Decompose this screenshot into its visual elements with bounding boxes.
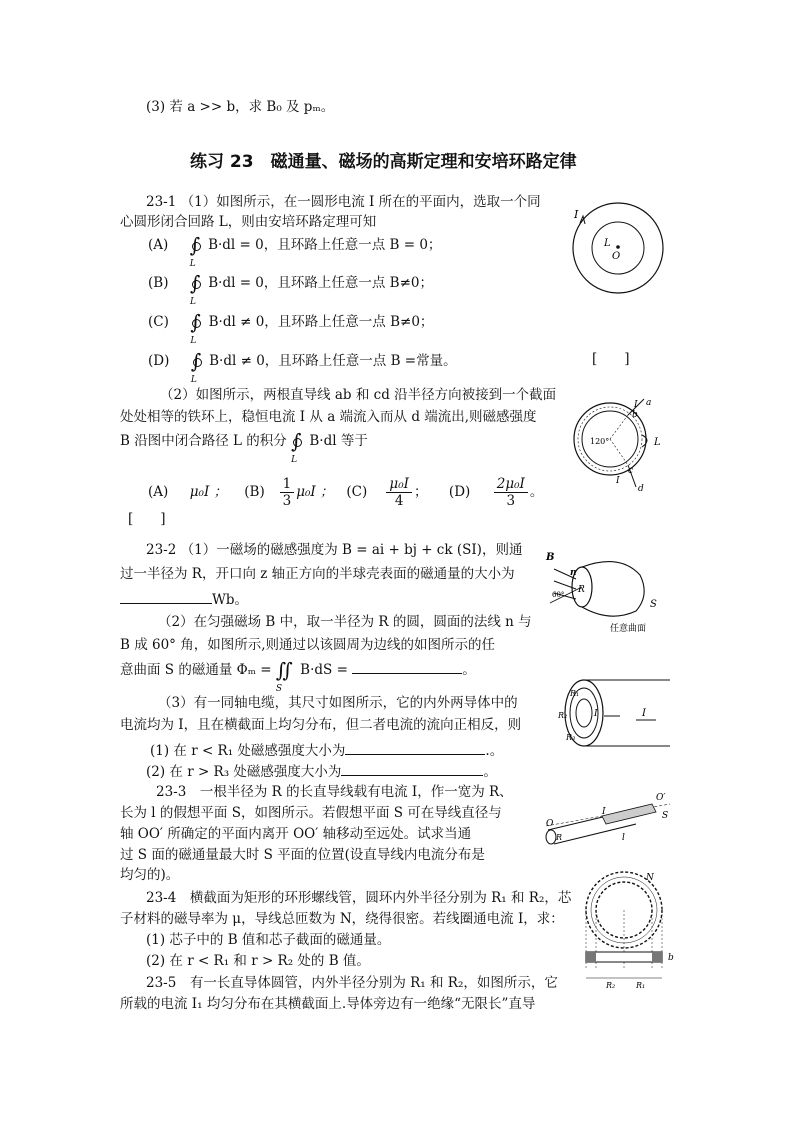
svg-text:I: I <box>642 708 646 719</box>
q23-3-line4: 过 S 面的磁通量最大时 S 平面的位置(设直导线内电流分布是 <box>120 847 485 863</box>
q23-1-option-c: (C) ∫ L B·dl ≠ 0，且环路上任意一点 B≠0； <box>148 310 434 346</box>
q23-1-option-d: (D) ∫ L B·dl ≠ 0，且环路上任意一点 B =常量。 <box>148 349 457 385</box>
svg-text:I: I <box>602 807 606 817</box>
svg-text:B: B <box>546 552 555 563</box>
svg-text:任意曲面: 任意曲面 <box>610 624 647 634</box>
svg-text:R₂: R₂ <box>606 981 616 990</box>
q23-1-option-a: (A) ∫ L B·dl = 0，且环路上任意一点 B = 0； <box>148 233 442 269</box>
svg-text:a: a <box>646 398 652 408</box>
q23-2-part3-line2: 电流均为 I，且在横截面上均匀分布，但二者电流的流向正相反，则 <box>120 717 522 733</box>
q23-4-line3: (1) 芯子中的 B 值和芯子截面的磁通量。 <box>146 932 391 948</box>
svg-text:I: I <box>634 400 638 410</box>
svg-text:120°: 120° <box>590 437 610 446</box>
figure-circular-current <box>568 198 668 298</box>
answer-bracket: [ ] <box>592 351 630 367</box>
svg-text:b: b <box>668 953 674 963</box>
q23-2-part3-item1: (1) 在 r < R₁ 处磁感强度大小为 .。 <box>150 743 504 759</box>
svg-text:L: L <box>654 437 661 448</box>
q23-4-line1: 23-4 横截面为矩形的环形螺线管，圆环内外半径分别为 R₁ 和 R₂，芯 <box>146 890 572 906</box>
q23-1-part2-line3: B 沿图中闭合路径 L 的积分 ∫ L B·dl 等于 <box>120 429 368 465</box>
q23-3-line2: 长为 l 的假想平面 S，如图所示。若假想平面 S 可在导线直径与 <box>120 805 502 821</box>
q23-3-line1: 23-3 一根半径为 R 的长直导线载有电流 I，作一宽为 R、 <box>156 784 513 800</box>
fraction: $\frac{\text{μ₀I}}{4}$ <box>386 476 412 509</box>
figure-toroid <box>580 868 680 993</box>
q23-1-intro-line1: 23-1 （1）如图所示，在一圆形电流 I 所在的平面内，选取一个同 <box>146 194 541 210</box>
figure-arbitrary-surface <box>540 545 675 635</box>
q23-3-line5: 均匀的)。 <box>120 867 180 883</box>
loop-integral-symbol: ∫ L <box>189 271 201 307</box>
answer-blank <box>120 590 212 604</box>
surface-integral-symbol: ∬ S <box>275 658 293 694</box>
svg-text:b: b <box>632 410 638 420</box>
svg-text:c: c <box>628 466 634 476</box>
q23-5-line1: 23-5 有一长直导体圆管，内外半径分别为 R₁ 和 R₂，如图所示，它 <box>146 975 558 991</box>
svg-text:R₁: R₁ <box>570 689 580 698</box>
svg-text:N: N <box>646 873 654 883</box>
svg-text:n: n <box>570 568 577 578</box>
answer-blank <box>352 660 462 674</box>
fraction: $\frac{\text{2μ₀I}}{3}$ <box>494 476 528 509</box>
answer-bracket: [ ] <box>128 511 166 527</box>
loop-integral-symbol: ∫ L <box>291 429 302 465</box>
q23-2-part3-item2: (2) 在 r > R₃ 处磁感强度大小为 。 <box>146 764 497 780</box>
svg-text:d: d <box>638 484 644 494</box>
svg-text:R₃: R₃ <box>566 733 576 742</box>
loop-integral-symbol: ∫ L <box>190 310 201 346</box>
q23-2-part2-line1: （2）在匀强磁场 B 中，取一半径为 R 的圆，圆面的法线 n 与 <box>158 614 532 630</box>
svg-text:O: O <box>612 251 621 262</box>
fraction: $\frac{1}{3}$ <box>280 476 295 509</box>
q23-2-line2: 过一半径为 R，开口向 z 轴正方向的半球壳表面的磁通量的大小为 <box>120 566 515 582</box>
q23-1-choices: (A) μ₀I ； (B) $\frac{1}{3}$ μ₀I ； (C) $\frac{\text{μ₀I}}{4}$ ； (D) $\frac{\text{2μ₀I}}{3}$ 。 <box>148 476 544 509</box>
q23-1-part2-line1: （2）如图所示，两根直导线 ab 和 cd 沿半径方向被接到一个截面 <box>160 387 557 403</box>
loop-integral-symbol: ∫ L <box>190 349 202 385</box>
q23-1-part2-line2: 处处相等的铁环上，稳恒电流 I 从 a 端流入而从 d 端流出,则磁感强度 <box>120 409 537 425</box>
svg-text:60°: 60° <box>552 591 565 599</box>
figure-coaxial-cable <box>556 676 676 756</box>
figure-iron-ring <box>570 395 670 500</box>
svg-text:I: I <box>594 709 598 719</box>
svg-text:l: l <box>622 833 625 843</box>
svg-text:O: O <box>546 819 554 829</box>
figure-wire-plane <box>540 790 680 852</box>
svg-text:O′: O′ <box>656 793 666 803</box>
svg-text:S: S <box>650 599 657 610</box>
svg-text:I: I <box>574 208 579 221</box>
q23-1-intro-line2: 心圆形闭合回路 L，则由安培环路定理可知 <box>120 214 377 230</box>
q23-2-part2-line2: B 成 60° 角，如图所示,则通过以该圆周为边线的如图所示的任 <box>120 637 496 653</box>
q23-5-line2: 所载的电流 I₁ 均匀分布在其横截面上.导体旁边有一绝缘“无限长”直导 <box>120 996 536 1012</box>
answer-blank <box>341 762 483 776</box>
q23-3-line3: 轴 OO′ 所确定的平面内离开 OO′ 轴移动至远处。试求当通 <box>120 826 472 842</box>
svg-text:R₁: R₁ <box>636 981 646 990</box>
q23-4-line4: (2) 在 r < R₁ 和 r > R₂ 处的 B 值。 <box>146 953 370 969</box>
svg-text:R: R <box>556 833 563 842</box>
svg-text:S: S <box>662 811 669 821</box>
q23-1-option-b: (B) ∫ L B·dl = 0，且环路上任意一点 B≠0； <box>148 271 434 307</box>
svg-text:L: L <box>604 238 611 249</box>
previous-question-item: (3) 若 a >> b，求 B₀ 及 pₘ。 <box>146 99 335 115</box>
q23-2-part2-line3: 意曲面 S 的磁通量 Φₘ = ∬ S B·dS = 。 <box>120 658 476 694</box>
q23-2-part3-line1: （3）有一同轴电缆，其尺寸如图所示，它的内外两导体中的 <box>158 695 518 711</box>
svg-text:I: I <box>616 476 620 486</box>
q23-2-line3: Wb。 <box>120 590 248 609</box>
svg-text:R₂: R₂ <box>558 711 568 720</box>
loop-integral-symbol: ∫ L <box>189 233 201 269</box>
q23-2-line1: 23-2 （1）一磁场的磁感强度为 B = ai + bj + ck (SI)，则通 <box>146 542 523 558</box>
exercise-title: 练习 23 磁通量、磁场的高斯定理和安培环路定律 <box>190 152 577 172</box>
q23-4-line2: 子材料的磁导率为 μ，导线总匝数为 N，绕得很密。若线圈通电流 I，求： <box>120 911 564 927</box>
svg-text:R: R <box>578 585 585 595</box>
answer-blank <box>345 741 485 755</box>
